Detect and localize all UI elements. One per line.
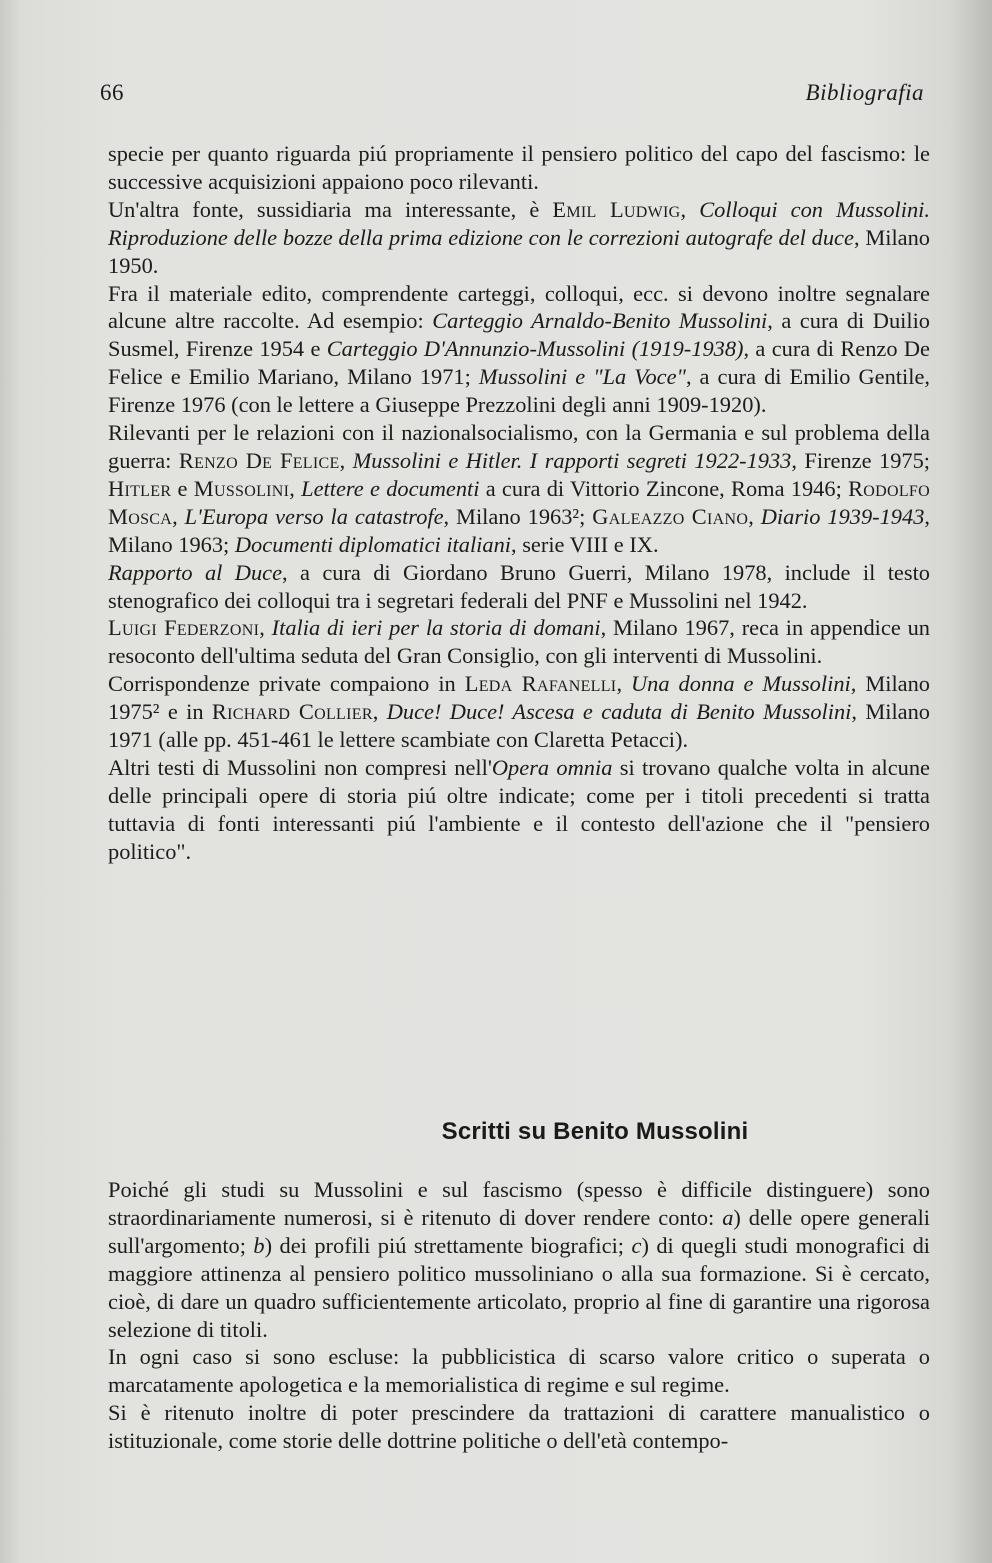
paragraph: Corrispondenze private compaiono in Leda Rafanelli, Una donna e Mussolini, Milano 1975² e in Richard Collier, Duce! Duce! Ascesa e caduta di Benito Mussolini, Milano 1971 (alle pp. 451-461 le lettere scambiate con Claretta Petacci). (108, 671, 930, 753)
book-title: Diario 1939-1943 (760, 503, 925, 529)
author-name: Richard Collier (211, 699, 373, 725)
author-name: Galeazzo Ciano (592, 503, 749, 529)
book-title: Carteggio Arnaldo-Benito Mussolini (432, 308, 768, 334)
book-title: Mussolini e Hitler. I rapporti segreti 1922-1933 (352, 447, 792, 473)
paragraph: Poiché gli studi su Mussolini e sul fascismo (spesso è difficile distinguere) sono straordinariamente numerosi, si è ritenuto di dover rendere conto: a) delle opere generali sull'argomento; b) dei profili piú strettamente biografici; c) di quegli studi monografici di maggiore attinenza al pensiero politico mussoliniano o alla sua formazione. Si è cercato, cioè, di dare un quadro sufficientemente articolato, proprio al fine di garantire una rigorosa selezione di titoli. (108, 1177, 931, 1342)
section-heading: Scritti su Benito Mussolini (441, 1118, 749, 1145)
paragraph: Altri testi di Mussolini non compresi nell'Opera omnia si trovano qualche volta in alcune delle principali opere di storia piú oltre indicate; come per i titoli precedenti si tratta tuttavia di fonti interessanti piú l'ambiente e il contesto dell'azione che il "pensiero politico". (108, 754, 930, 864)
book-title: Lettere e documenti (301, 475, 480, 501)
book-title: Mussolini e "La Voce" (478, 364, 686, 390)
author-name: Luigi Federzoni (108, 615, 260, 641)
paragraph: Un'altra fonte, sussidiaria ma interessante, è Emil Ludwig, Colloqui con Mussolini. Riproduzione delle bozze della prima edizione con le correzioni autografe del duce, Milano 1950. (108, 196, 930, 278)
running-title: Bibliografia (805, 80, 924, 105)
section-body (108, 1176, 930, 1455)
paragraph: Rilevanti per le relazioni con il nazionalsocialismo, con la Germania e sul problema della guerra: Renzo De Felice, Mussolini e Hitler. I rapporti segreti 1922-1933, Firenze 1975; Hitler e Mussolini, Lettere e documenti a cura di Vittorio Zincone, Roma 1946; Rodolfo Mosca, L'Europa verso la catastrofe, Milano 1963²; Galeazzo Ciano, Diario 1939-1943, Milano 1963; Documenti diplomatici italiani, serie VIII e IX. (108, 420, 931, 557)
book-title: L'Europa verso la catastrofe (184, 503, 444, 529)
book-title: Opera omnia (491, 754, 613, 780)
book-title: Una donna e Mussolini (631, 671, 851, 697)
list-marker: c (631, 1232, 642, 1258)
bibliography-notes (108, 140, 930, 866)
author-name: Rodolfo Mosca (108, 475, 930, 529)
author-name: Hitler (108, 475, 172, 501)
paragraph: specie per quanto riguarda piú propriamente il pensiero politico del capo del fascismo: le successive acquisizioni appaiono poco rilevanti. (108, 141, 930, 194)
page-header (100, 80, 924, 106)
paragraph: Luigi Federzoni, Italia di ieri per la storia di domani, Milano 1967, reca in appendice un resoconto dell'ultima seduta del Gran Consiglio, con gli interventi di Mussolini. (108, 615, 930, 669)
book-title: Rapporto al Duce (108, 559, 283, 585)
paragraph: Si è ritenuto inoltre di poter prescindere da trattazioni di carattere manualistico o istituzionale, come storie delle dottrine politiche o dell'età contempo- (108, 1400, 930, 1454)
book-title: Italia di ieri per la storia di domani (271, 615, 601, 641)
paragraph: In ogni caso si sono escluse: la pubblicistica di scarso valore critico o superata o marcatamente apologetica e la memorialistica di regime e sul regime. (108, 1344, 930, 1398)
author-name: Leda Rafanelli (464, 671, 617, 697)
book-title: Colloqui con Mussolini. Riproduzione delle bozze della prima edizione con le correzioni autografe del duce (108, 196, 930, 250)
list-marker: b (253, 1232, 265, 1258)
paragraph: Fra il materiale edito, comprendente carteggi, colloqui, ecc. si devono inoltre segnalare alcune altre raccolte. Ad esempio: Carteggio Arnaldo-Benito Mussolini, a cura di Duilio Susmel, Firenze 1954 e Carteggio D'Annunzio-Mussolini (1919-1938), a cura di Renzo De Felice e Emilio Mariano, Milano 1971; Mussolini e "La Voce", a cura di Emilio Gentile, Firenze 1976 (con le lettere a Giuseppe Prezzolini degli anni 1909-1920). (108, 280, 931, 418)
book-title: Carteggio D'Annunzio-Mussolini (1919-1938) (326, 336, 744, 362)
book-title: Documenti diplomatici italiani (234, 531, 512, 557)
author-name: Mussolini (193, 475, 290, 501)
author-name: Emil Ludwig (552, 196, 681, 222)
paragraph: Rapporto al Duce, a cura di Giordano Bruno Guerri, Milano 1978, include il testo stenografico dei colloqui tra i segretari federali del PNF e Mussolini nel 1942. (108, 559, 930, 613)
author-name: Renzo De Felice (178, 447, 340, 473)
list-marker: a (722, 1204, 734, 1230)
page-number: 66 (100, 80, 124, 105)
book-title: Duce! Duce! Ascesa e caduta di Benito Mussolini (386, 699, 852, 725)
